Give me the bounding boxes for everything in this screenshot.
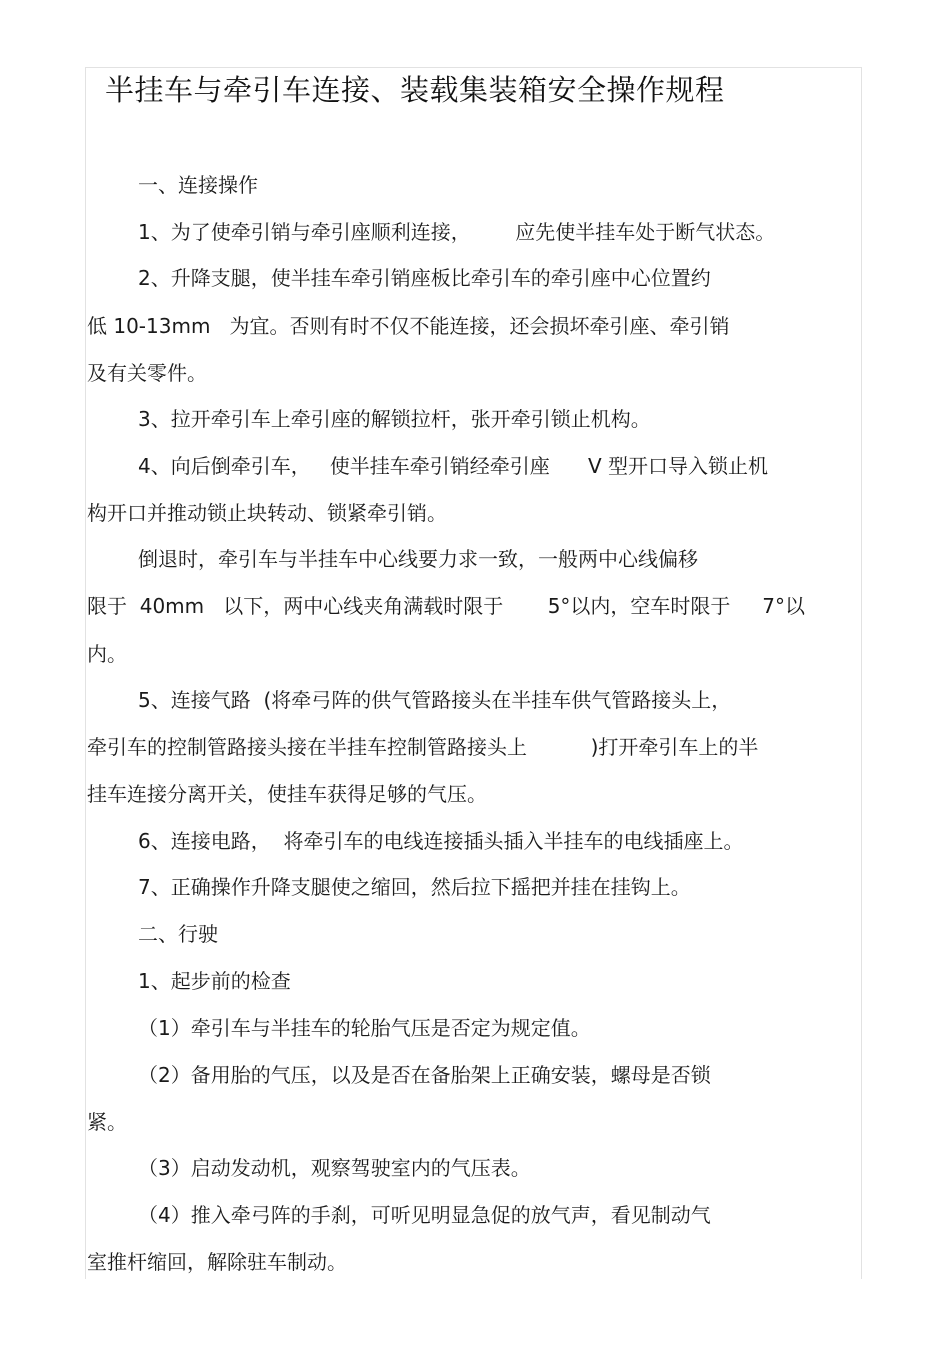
paragraph-line: 5、连接气路 (将牵弓阵的供气管路接头在半挂车供气管路接头上， [138, 688, 732, 712]
paragraph-line: （1）牵引车与半挂车的轮胎气压是否定为规定值。 [138, 1016, 591, 1040]
paragraph-line: 牵引车的控制管路接头接在半挂车控制管路接头上 )打开牵引车上的半 [87, 735, 759, 759]
paragraph-line: 1、起步前的检查 [138, 969, 291, 993]
paragraph-line: 6、连接电路， 将牵引车的电线连接插头插入半挂车的电线插座上。 [138, 829, 744, 853]
paragraph-line: 限于 40mm 以下，两中心线夹角满载时限于 5°以内，空车时限于 7°以 [87, 594, 805, 618]
paragraph-line: 挂车连接分离开关，使挂车获得足够的气压。 [87, 782, 487, 806]
paragraph-line: 低 10-13mm 为宜。否则有时不仅不能连接，还会损坏牵引座、牵引销 [87, 314, 730, 338]
paragraph-line: （2）备用胎的气压，以及是否在备胎架上正确安装，螺母是否锁 [138, 1063, 711, 1087]
document-page [85, 67, 862, 1279]
paragraph-line: 构开口并推动锁止块转动、锁紧牵引销。 [87, 501, 447, 525]
paragraph-line: 1、为了使牵引销与牵引座顺利连接， 应先使半挂车处于断气状态。 [138, 220, 776, 244]
paragraph-line: 内。 [87, 642, 127, 666]
paragraph-line: 倒退时，牵引车与半挂车中心线要力求一致，一般两中心线偏移 [138, 547, 698, 571]
section-heading: 一、连接操作 [138, 173, 258, 197]
paragraph-line: 室推杆缩回，解除驻车制动。 [87, 1250, 347, 1274]
paragraph-line: 紧。 [87, 1110, 127, 1134]
section-heading: 二、行驶 [138, 922, 218, 946]
paragraph-line: 3、拉开牵引车上牵引座的解锁拉杆，张开牵引锁止机构。 [138, 407, 651, 431]
paragraph-line: 7、正确操作升降支腿使之缩回，然后拉下摇把并挂在挂钩上。 [138, 875, 691, 899]
paragraph-line: 及有关零件。 [87, 361, 207, 385]
document-title: 半挂车与牵引车连接、装载集装箱安全操作规程 [105, 73, 725, 107]
paragraph-line: （4）推入牵弓阵的手刹，可听见明显急促的放气声，看见制动气 [138, 1203, 711, 1227]
paragraph-line: 2、升降支腿，使半挂车牵引销座板比牵引车的牵引座中心位置约 [138, 266, 711, 290]
paragraph-line: 4、向后倒牵引车， 使半挂车牵引销经牵引座 V 型开口导入锁止机 [138, 454, 768, 478]
paragraph-line: （3）启动发动机，观察驾驶室内的气压表。 [138, 1156, 531, 1180]
